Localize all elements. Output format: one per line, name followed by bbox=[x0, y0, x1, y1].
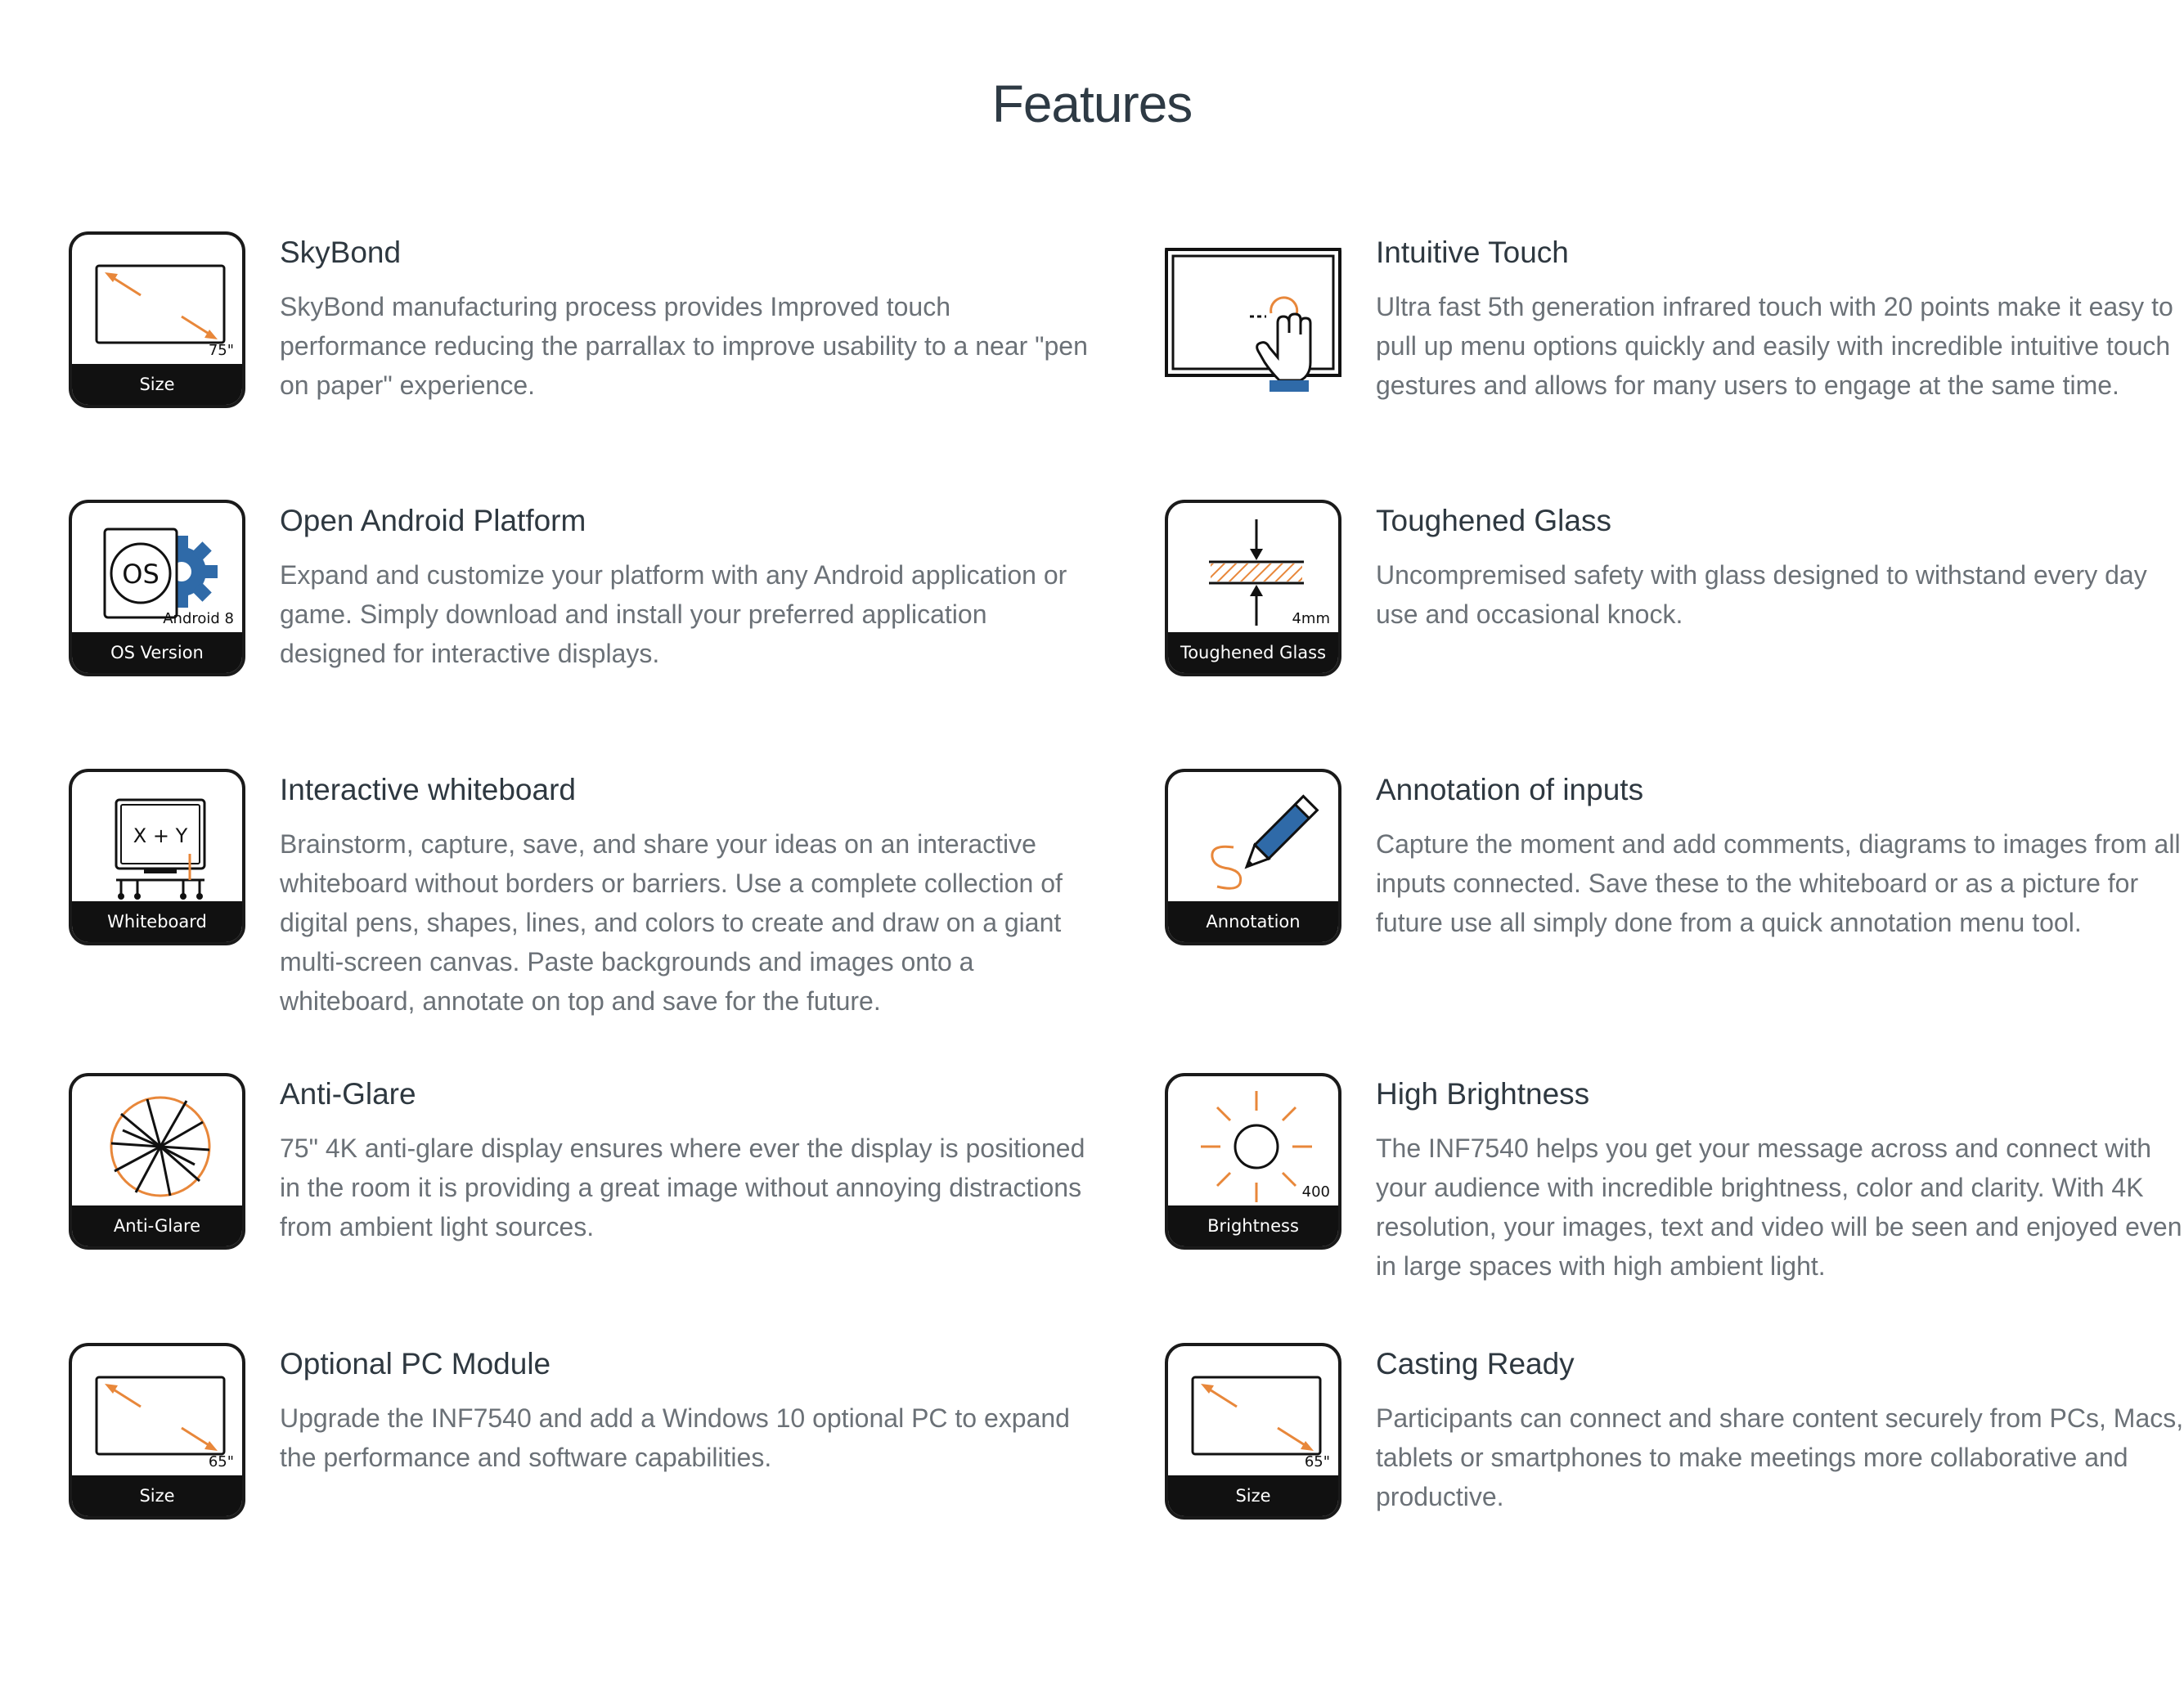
anti-glare-icon bbox=[69, 1073, 245, 1250]
size-icon bbox=[69, 1343, 245, 1520]
feature-title: Casting Ready bbox=[1376, 1347, 1575, 1381]
toughened-glass-icon bbox=[1165, 500, 1341, 676]
icon-label: Whiteboard bbox=[72, 901, 242, 942]
feature-title: Annotation of inputs bbox=[1376, 773, 1644, 806]
size-value: 65" bbox=[1304, 1453, 1330, 1470]
whiteboard-icon bbox=[69, 769, 245, 945]
feature-description: Participants can connect and share content securely from PCs, Macs, tablets or smartphones to make meetings more collaborative and productive. bbox=[1376, 1403, 2184, 1511]
feature-title: High Brightness bbox=[1376, 1077, 1590, 1111]
feature-title: Intuitive Touch bbox=[1376, 236, 1569, 269]
size-icon bbox=[69, 231, 245, 408]
feature-description: The INF7540 helps you get your message across and connect with your audience with incredible brightness, color and clarity. With 4K resolution, your images, text and video will be seen and enjoyed even in large spaces with high ambient light. bbox=[1376, 1134, 2182, 1281]
feature-description: Uncompremised safety with glass designed to withstand every day use and occasional knock. bbox=[1376, 560, 2147, 629]
feature-title: Optional PC Module bbox=[280, 1347, 551, 1381]
icon-label: Toughened Glass bbox=[1168, 632, 1338, 673]
icon-label: Size bbox=[72, 1475, 242, 1516]
feature-title: Anti-Glare bbox=[280, 1077, 416, 1111]
feature-title: Interactive whiteboard bbox=[280, 773, 576, 806]
os-version-icon bbox=[69, 500, 245, 676]
feature-description: Ultra fast 5th generation infrared touch with 20 points make it easy to pull up menu options quickly and easily with incredible intuitive touch gestures and allows for many users to engage at the same time. bbox=[1376, 292, 2173, 400]
os-icon-text: OS bbox=[122, 559, 160, 590]
feature-title: Open Android Platform bbox=[280, 504, 586, 537]
icon-label: Size bbox=[1168, 1475, 1338, 1516]
icon-label: Size bbox=[72, 364, 242, 405]
feature-description: Expand and customize your platform with any Android application or game. Simply download and install your preferred application designed for interactive displays. bbox=[280, 560, 1067, 668]
icon-label: OS Version bbox=[72, 632, 242, 673]
size-icon bbox=[1165, 1343, 1341, 1520]
brightness-icon bbox=[1165, 1073, 1341, 1250]
size-value: 75" bbox=[208, 342, 234, 359]
feature-description: 75" 4K anti-glare display ensures where ever the display is positioned in the room it is providing a great image without annoying distractions from ambient light sources. bbox=[280, 1134, 1085, 1241]
feature-title: SkyBond bbox=[280, 236, 402, 269]
page-title: Features bbox=[991, 74, 1193, 133]
touch-icon bbox=[1165, 231, 1341, 408]
icon-label: Anti-Glare bbox=[72, 1205, 242, 1246]
feature-description: Capture the moment and add comments, diagrams to images from all inputs connected. Save these to the whiteboard or as a picture for future use all simply done from a quick annotation menu tool. bbox=[1376, 829, 2181, 937]
os-version-value: Android 8 bbox=[163, 610, 234, 627]
whiteboard-formula: X + Y bbox=[133, 824, 188, 847]
feature-description: Brainstorm, capture, save, and share your ideas on an interactive whiteboard without borders or barriers. Use a complete collection of digital pens, shapes, lines, and colors to create and draw on a giant multi-screen canvas. Paste backgrounds and images onto a whiteboard, annotate on top and save for the future. bbox=[280, 829, 1063, 1016]
feature-description: SkyBond manufacturing process provides Improved touch performance reducing the parrallax to improve usability to a near "pen on paper" experience. bbox=[280, 292, 1088, 400]
annotation-icon bbox=[1165, 769, 1341, 945]
brightness-value: 400 bbox=[1301, 1183, 1330, 1201]
icon-label: Brightness bbox=[1168, 1205, 1338, 1246]
icon-label: Annotation bbox=[1168, 901, 1338, 942]
size-value: 65" bbox=[208, 1453, 234, 1470]
glass-thickness: 4mm bbox=[1292, 610, 1330, 627]
feature-title: Toughened Glass bbox=[1376, 504, 1611, 537]
feature-description: Upgrade the INF7540 and add a Windows 10 optional PC to expand the performance and software capabilities. bbox=[280, 1403, 1070, 1472]
